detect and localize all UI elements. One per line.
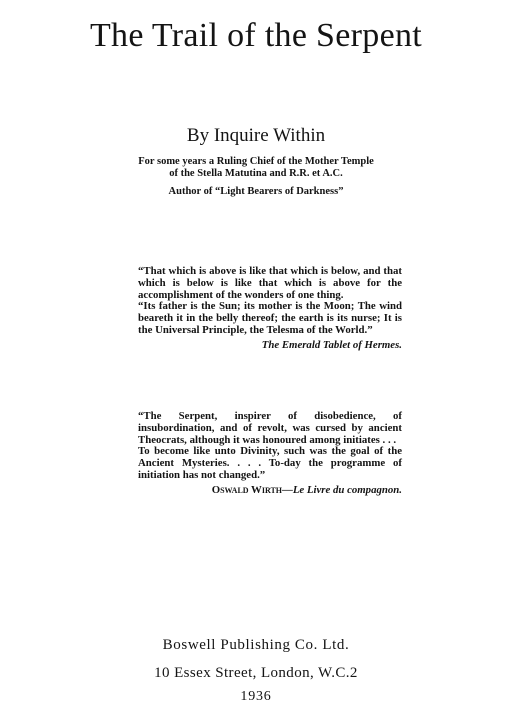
publication-year: 1936 bbox=[240, 689, 272, 704]
publisher-address: 10 Essex Street, London, W.C.2 bbox=[154, 665, 358, 681]
author-credit bbox=[0, 156, 512, 180]
author-byline: By Inquire Within bbox=[186, 125, 326, 146]
epigraph-attribution: The Emerald Tablet of Hermes. bbox=[261, 338, 402, 351]
attribution-separator: — bbox=[282, 483, 293, 496]
publisher-name: Boswell Publishing Co. Ltd. bbox=[162, 637, 350, 653]
epigraph-paragraph: “The Serpent, inspirer of disobedience, of insubordination, and of revolt, was cursed by ancient Theocrats, although it was honoured among initiates . . . bbox=[138, 410, 402, 446]
attribution-author: Oswald Wirth bbox=[211, 483, 283, 496]
author-credit-line-2: of the Stella Matutina and R.R. et A.C. bbox=[169, 168, 343, 179]
epigraph-paragraph: “That which is above is like that which is below, and that which is below is like that which is above for the accomplishment of the wonders of one thing. bbox=[138, 265, 402, 301]
epigraph-wirth bbox=[138, 411, 402, 497]
epigraph-paragraph: “Its father is the Sun; its mother is the Moon; The wind beareth it in the belly thereof; the earth is its nurse; It is the Universal Principle, the Telesma of the World.” bbox=[138, 300, 402, 336]
author-credit-line-1: For some years a Ruling Chief of the Mother Temple bbox=[138, 156, 374, 167]
author-previous-work: Author of “Light Bearers of Darkness” bbox=[168, 186, 344, 197]
epigraph-attribution bbox=[138, 485, 402, 497]
epigraph-emerald-tablet bbox=[138, 266, 402, 352]
page-title: The Trail of the Serpent bbox=[89, 17, 423, 54]
epigraph-paragraph: To become like unto Divinity, such was the goal of the Ancient Mysteries. . . . To-day the programme of initiation has not changed.” bbox=[138, 445, 402, 481]
attribution-work: Le Livre du compagnon. bbox=[292, 483, 402, 496]
